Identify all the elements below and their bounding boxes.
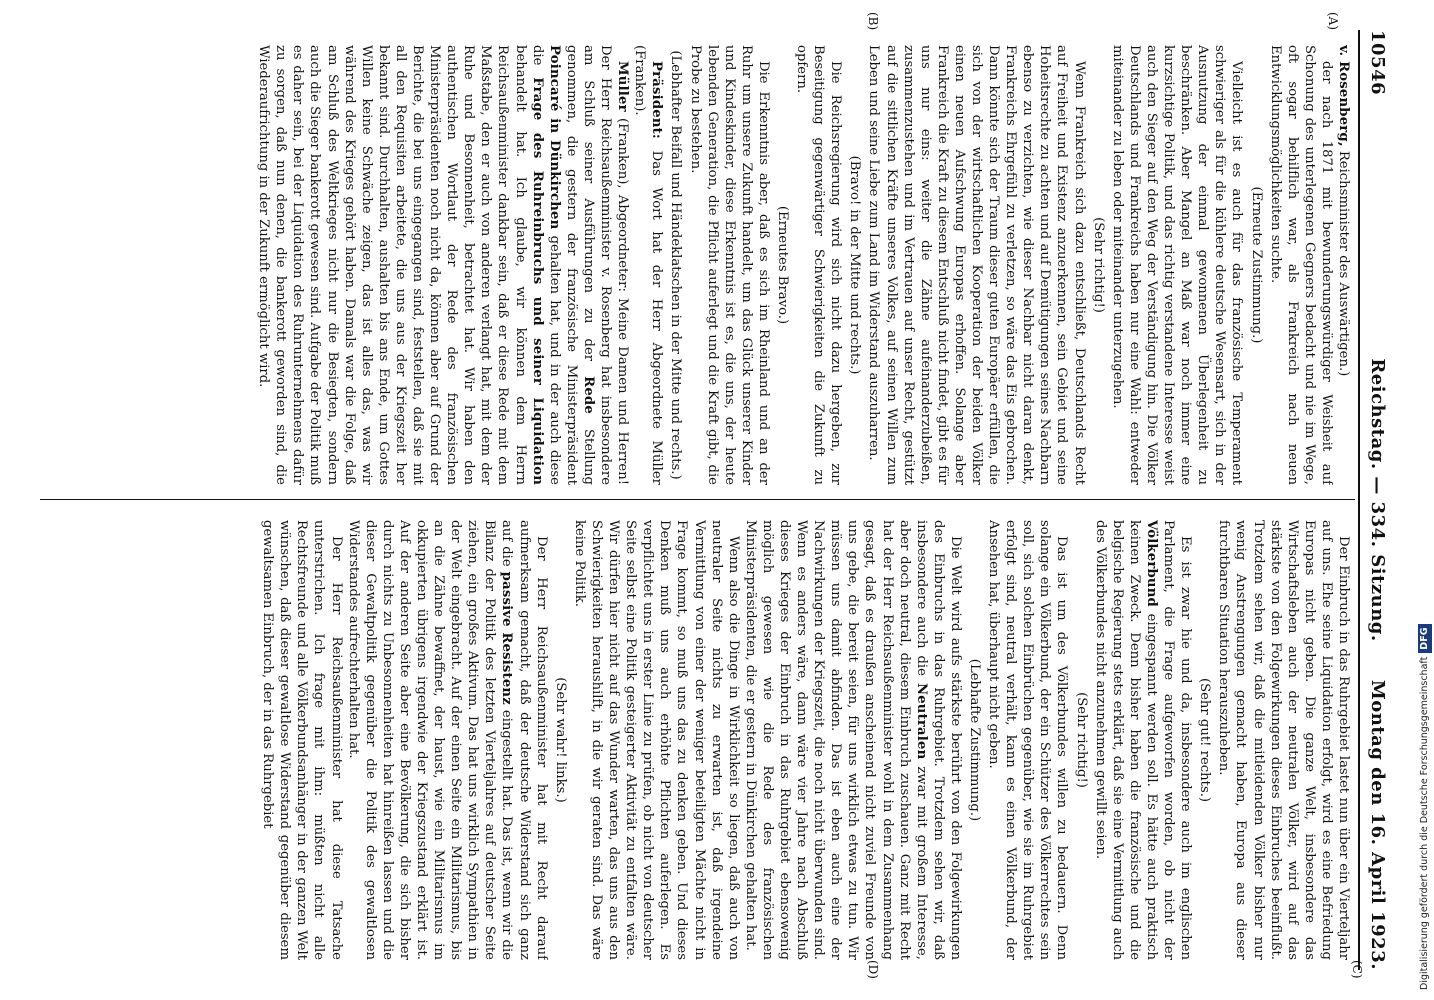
interjection: (Sehr richtig!) xyxy=(1090,217,1106,313)
text-run: Es ist zwar hie und da, insbesondere auch im englischen Parlament, die Frage aufgeworfen worden, ob nicht der xyxy=(1161,520,1194,960)
paragraph xyxy=(742,520,964,960)
emphasis: Präsident: xyxy=(649,61,665,140)
emphasis: Rede xyxy=(580,376,596,414)
credit-text: Digitalisierung gefördert durch die Deutsche Forschungsgemeinschaft xyxy=(1419,656,1430,990)
paragraph xyxy=(345,520,550,960)
paragraph xyxy=(255,45,631,485)
margin-mark-c: (C) xyxy=(1350,960,1364,979)
paragraph: Der Herr Reichsaußenminister hat diese Tatsache unterstrichen. Ich frage mit ihm: müßten nicht alle Rechtsfreunde und alle Völkerbundsanhänger in der ganzen Welt wünschen, daß dieser gewaltlose Widerstand gegenüber diesem gewaltsamen Einbruch, der in das Ruhrgebiet xyxy=(260,520,344,960)
text-run: Der Herr Reichsaußenminister hat mit Recht darauf aufmerksam gemacht, daß der deutsche Widerstand sich ganz auf die xyxy=(499,520,549,960)
interjection: (Erneutes Bravo.) xyxy=(775,205,790,325)
interjection: (Erneute Zustimmung.) xyxy=(1248,186,1264,344)
paragraph: Wenn Frankreich sich dazu entschließt, Deutschlands Recht auf Freiheit und Existenz anzuerkennen, sein Gebiet und seine Hoheitsrechte zu achten und auf Demütigungen seines Nachbarn ebenso zu verzichten, wie dieser Nachbar nicht daran denkt, Frankreichs Ehrgefühl zu verletzen, so wäre das Eis gebrochen. Dann könnte sich der Traum dieser guten Europäer erfüllen, die sich von der wirtschaftlichen Kooperation der beiden Völker einen neuen Aufschwung Europas erhoffen. Solange aber Frankreich die Kraft zu diesem Entschluß nicht findet, gibt es für uns nur eins: weiter die Zähne aufeinanderzubeißen, zusammenzustehen und im Vertrauen auf unser Recht, gestützt auf die sittlichen Kräfte unseres Volkes, auf seinen Willen zum Leben und seine Liebe zum Land im Widerstand auszuharren. xyxy=(866,45,1087,485)
interjection: (Bravo! in der Mitte und rechts.) xyxy=(847,155,863,375)
paragraph: Das ist um des Völkerbundes willen zu bedauern. Denn solange ein Völkerbund, der ein Schützer des Völkerrechtes sein soll, sich solchen Einbrüchen gegenüber, wie sie im Ruhrgebiet erfolgt sind, neutral verhält, kann es einen Völkerbund, der Ansehen hat, überhaupt nicht geben. xyxy=(986,520,1070,960)
interjection: (Sehr richtig!) xyxy=(1073,692,1089,788)
paragraph xyxy=(631,45,665,485)
paragraph: Der Einbruch in das Ruhrgebiet lastet nun über ein Vierteljahr auf uns. Ehe seine Liquidation erfolgt, wird es eine Befriedung Europas nicht geben. Die ganze Welt, insbesondere das Wirtschaftsleben auch der neutralen Völker, wird auf das stärkste von den Folgewirkungen dieses Einbruches beeinflußt. Trotzdem sehen wir, daß die mitleidenden Völker bisher nur wenig Anstrengungen gemacht haben, Europa aus dieser furchtbaren Situation herauszuheben. xyxy=(1216,520,1351,960)
text-run: Reichsminister des Auswärtigen.) xyxy=(1336,146,1351,377)
emphasis: Poincaré in Dünkirchen xyxy=(546,45,562,230)
column-divider xyxy=(40,499,1355,500)
paragraph: Wenn also die Dinge in Wirklichkeit so liegen, daß auch von neutraler Seite nichts zu erwarten ist, daß irgendeine Vermittlung von einer der weniger beteiligten Mächte nicht in Frage kommt, so muß uns das zu denken geben. Und dieses Denken muß uns auch erhöhte Pflichten auferlegen. Es verpflichtet uns in erster Linie zu prüfen, ob nicht von deutscher Seite selbst eine Politik gesteigerter Aktivität zu entfalten wäre. Wir dürfen hier nicht auf das Wunder warten, das uns aus den Schwierigkeiten heraushilft, in die wir geraten sind. Das wäre keine Politik. xyxy=(571,520,741,960)
header-rule xyxy=(1358,30,1360,970)
text-run: Das Wort hat der Herr Abgeordnete Müller (Franken). xyxy=(632,45,665,485)
text-run: eingestellt hat. Das ist, wenn wir die Bilanz der Politik des letzten Vierteljahres auf deutscher Seite ziehen, ein großes Aktivum. Das hat uns wirklich Sympathien in der Welt eingebracht. Auf der einen Seite ein Militarismus, bis an die Zähne bewaffnet, der haust, wie ein Militarismus im okkupierten übrigens irgendwie der Kriegszustand erklärt ist. Auf der anderen Seite aber eine Bevölkerung, die sich bisher durch nichts zu Unbesonnenheiten hat hinreißen lassen und die dieser Gewaltpolitik gegenüber die Politik des gewaltlosen Widerstandes aufrechterhalten hat. xyxy=(345,520,515,960)
text-run: zwar mit großem Interesse, aber doch neutral, diesem Einbruch zuschauen. Ganz mit Recht hat der Herr Reichsaußenminister wohl in dem Zusammenhang gesagt, daß es draußen anscheinend nicht zuviel Freunde von uns gebe, die bereit seien, für uns wirklich etwas zu tun. Wir müssen uns damit abfinden. Das ist eben auch eine der Nachwirkungen der Kriegszeit, die noch nicht überwunden sind. Wenn es anders wäre, dann wäre vier Jahre nach Abschluß dieses Krieges der Einbruch in das Ruhrgebiet ebensowenig möglich gewesen wie die Rede des französischen Ministerpräsidenten, die er gestern in Dünkirchen gehalten hat. xyxy=(742,520,929,960)
paragraph: der nach 1871 mit bewunderungswürdiger Weisheit auf Schonung des unterlegenen Gegners bedacht und nie im Wege, oft sogar behilflich war, als Frankreich nach neuen Entwicklungsmöglichkeiten suchte. xyxy=(1267,45,1334,485)
emphasis: v. Rosenberg, xyxy=(1336,45,1351,147)
paragraph xyxy=(1335,45,1352,485)
paragraph: Vielleicht ist es auch für das französische Temperament schwieriger als für die kühlere deutsche Wesensart, sich in der Ausnutzung der einmal gewonnenen Überlegenheit zu beschränken. Aber Mangel an Maß war noch immer eine kurzsichtige Politik, und das richtig verstandene Interesse weist auch den Sieger auf den Weg der Verständigung hin. Die Völker Deutschlands und Frankreichs haben nur eine Wahl: entweder miteinander zu leben oder miteinander unterzugehen. xyxy=(1109,45,1245,485)
text-run: (Franken), Abgeordneter: Meine Damen und Herren! Der Herr Reichsaußenminister v. Rosenberg hat insbesondere am Schluß seiner Ausführungen zu der xyxy=(580,45,631,485)
interjection: (Lebhafte Zustimmung.) xyxy=(967,658,983,822)
emphasis: passive Resistenz xyxy=(499,571,515,705)
digitization-credit xyxy=(1418,10,1432,990)
interjection: (Sehr wahr! links.) xyxy=(552,677,568,803)
paragraph xyxy=(1092,520,1195,960)
margin-mark-d: (D) xyxy=(866,960,880,979)
right-column xyxy=(40,520,1352,960)
session-date: Montag den 16. April 1923. xyxy=(1367,679,1388,970)
text-run: eingespannt werden soll. Es hätte auch praktisch keinen Zweck. Denn bisher haben die französische und die belgische Regierung stets erklärt, daß sie eine Vermittlung auch des Völkerbundes nicht anzunehmen gewillt seien. xyxy=(1092,520,1159,960)
paragraph: Die Erkenntnis aber, daß es sich im Rheinland und an der Ruhr um unsere Zukunft handelt, um das Glück unserer Kinder und Kindeskinder, diese Erkenntnis ist es, die uns, der heute lebenden Generation, die Pflicht auferlegt und die Kraft gibt, die Probe zu bestehen. xyxy=(687,45,771,485)
margin-mark-b: (B) xyxy=(866,12,880,31)
text-run: gehalten hat, und in der auch diese die xyxy=(529,45,562,485)
text-run: Die Welt wird aufs stärkste berührt von den Folgewirkungen des Einbruchs in das Ruhrgebiet. Trotzdem sehen wir, daß insbesondere auch die xyxy=(913,520,963,960)
page-number: 10546 xyxy=(1367,30,1388,96)
page-header xyxy=(1358,30,1394,970)
dfg-logo: DFG xyxy=(1418,625,1432,653)
text-run: Stellung genommen, die gestern der französische Ministerpräsident xyxy=(563,45,596,485)
paragraph: Die Reichsregierung wird sich nicht dazu hergeben, zur Beseitigung gegenwärtiger Schwierigkeiten die Zukunft zu opfern. xyxy=(794,45,844,485)
interjection: (Sehr gut! rechts.) xyxy=(1197,677,1213,803)
emphasis: Neutralen xyxy=(913,682,929,760)
emphasis: Frage des Ruhreinbruchs und seiner Liquidation xyxy=(529,77,545,485)
session-title: Reichstag. — 334. Sitzung. xyxy=(1367,358,1388,642)
left-column xyxy=(40,45,1352,485)
interjection: (Lebhafter Beifall und Händeklatschen in der Mitte und rechts.) xyxy=(668,50,684,480)
text-run: behandelt hat. Ich glaube, wir können dem Herrn Reichsaußenminister dankbar sein, daß er diese Rede mit dem Maßstabe, den er auch von anderen verlangt hat, mit dem der Ruhe und Besonnenheit, betrachtet hat. Wir haben den authentischen Wortlaut der Rede des französischen Ministerpräsidenten noch nicht da, können aber auf Grund der Berichte, die bei uns eingegangen sind, feststellen, daß sie mit all den Requisiten arbeitete, die uns aus der Kriegszeit her bekannt sind. Durchhalten, aushalten bis ans Ende, um Gottes Willen keine Schwäche zeigen, das ist alles das, was wir während des Krieges gehört haben. Damals war die Folge, daß am Schluß des Weltkrieges nicht nur die Besiegten, sondern auch die Sieger bankerott gewesen sind. Aufgabe der Politik muß es daher sein, bei der Liquidation des Ruhrunternehmens dafür zu sorgen, daß nun denen, die bankerott geworden sind, die Wiederaufrichtung in der Zukunft ermöglicht wird. xyxy=(256,45,528,485)
emphasis: Völkerbund xyxy=(1143,520,1159,607)
margin-mark-a: (A) xyxy=(1326,12,1340,31)
emphasis: Müller xyxy=(615,61,631,112)
